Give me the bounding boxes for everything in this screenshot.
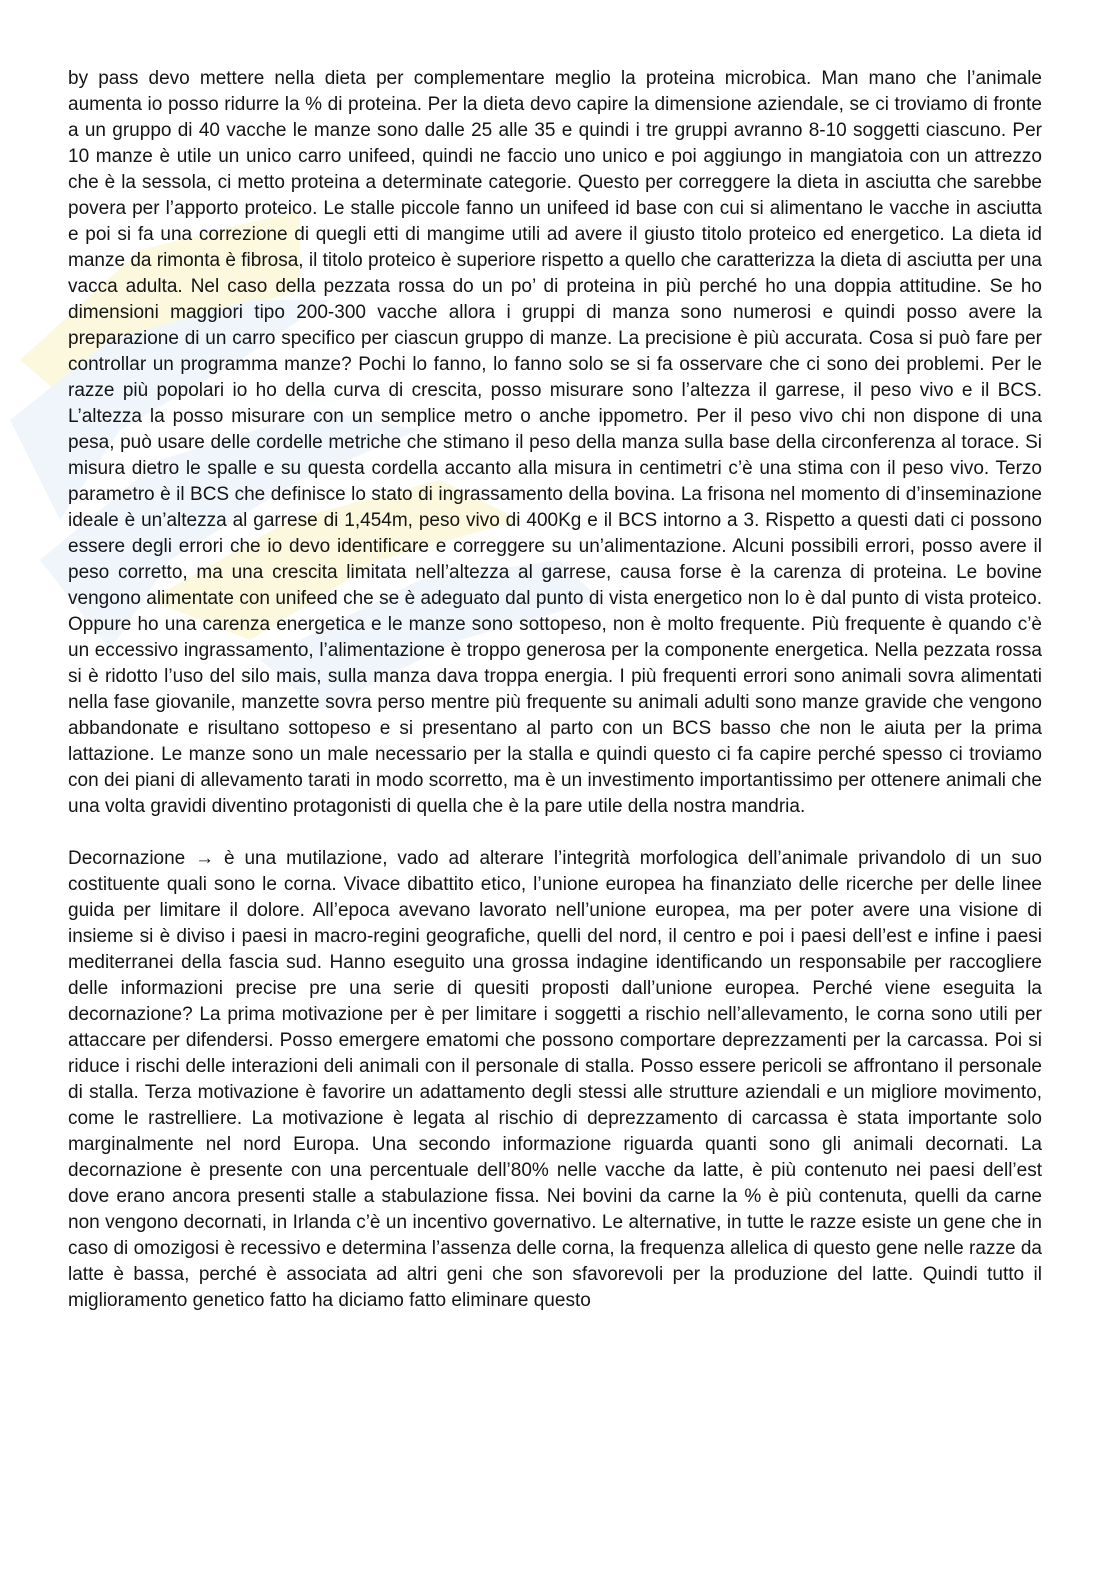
paragraph-manze: by pass devo mettere nella dieta per complementare meglio la proteina microbica. Man mano che l’animale aumenta io posso ridurre la % di proteina. Per la dieta devo capire la dimensione aziendale, se ci troviamo di fronte a un gruppo di 40 vacche le manze sono dalle 25 alle 35 e quindi i tre gruppi avranno 8-10 soggetti ciascuno. Per 10 manze è utile un unico carro unifeed, quindi ne faccio uno unico e poi aggiungo in mangiatoia con un attrezzo che è la sessola, ci metto proteina a determinate categorie. Questo per correggere la dieta in asciutta che sarebbe povera per l’apporto proteico. Le stalle piccole fanno un unifeed id base con cui si alimentano le vacche in asciutta e poi si fa una correzione di quegli etti di mangime utili ad avere il giusto titolo proteico ed energetico. La dieta id manze da rimonta è fibrosa, il titolo proteico è superiore rispetto a quello che caratterizza la dieta di asciutta per una vacca adulta. Nel caso della pezzata rossa do un po’ di proteina in più perché ho una doppia attitudine. Se ho dimensioni maggiori tipo 200-300 vacche allora i gruppi di manza sono numerosi e quindi posso avere la preparazione di un carro specifico per ciascun gruppo di manze. La precisione è più accurata. Cosa si può fare per controllar un programma manze? Pochi lo fanno, lo fanno solo se si fa osservare che ci sono dei problemi. Per le razze più popolari io ho della curva di crescita, posso misurare sono l’altezza il garrese, il peso vivo e il BCS. L’altezza la posso misurare con un semplice metro o anche ippometro. Per il peso vivo chi non dispone di una pesa, può usare delle cordelle metriche che stimano il peso della manza sulla base della circonferenza al torace. Si misura dietro le spalle e su questa cordella accanto alla misura in centimetri c’è una stima con il peso vivo. Terzo parametro è il BCS che definisce lo stato di ingrassamento della bovina. La frisona nel momento di d’inseminazione ideale è un’altezza al garrese di 1,454m, peso vivo di 400Kg e il BCS intorno a 3. Rispetto a questi dati ci possono essere degli errori che io devo identificare e correggere su un’alimentazione. Alcuni possibili errori, posso avere il peso corretto, ma una crescita limitata nell’altezza al garrese, causa forse è la carenza di proteina. Le bovine vengono alimentate con unifeed che se è adeguato dal punto di vista energetico non lo è dal punto di vista proteico. Oppure ho una carenza energetica e le manze sono sottopeso, non è molto frequente. Più frequente è quando c’è un eccessivo ingrassamento, l’alimentazione è troppo generosa per la componente energetica. Nella pezzata rossa si è ridotto l’uso del silo mais, sulla manza dava troppa energia. I più frequenti errori sono animali sovra alimentati nella fase giovanile, manzette sovra perso mentre più frequente su animali adulti sono manze gravide che vengono abbandonate e risultano sottopeso e si presentano al parto con un BCS basso che non le aiuta per la prima lattazione. Le manze sono un male necessario per la stalla e quindi questo ci fa capire perché spesso ci troviamo con dei piani di allevamento tarati in modo scorretto, ma è un investimento importantissimo per ottenere animali che una volta gravidi diventino protagonisti di quella che è la pare utile della nostra mandria. bbox=[68, 68, 1042, 817]
document-body bbox=[68, 66, 1042, 1314]
paragraph-decornazione: Decornazione → è una mutilazione, vado ad alterare l’integrità morfologica dell’animale privandolo di un suo costituente quali sono le corna. Vivace dibattito etico, l’unione europea ha finanziato delle ricerche per delle linee guida per limitare il dolore. All’epoca avevano lavorato nell’unione europea, ma per poter avere una visione di insieme si è diviso i paesi in macro-regini geografiche, quelli del nord, il centro e poi i paesi dell’est e infine i paesi mediterranei della fascia sud. Hanno eseguito una grossa indagine identificando un responsabile per raccogliere delle informazioni precise pre una serie di quesiti proposti dall’unione europea. Perché viene eseguita la decornazione? La prima motivazione per è per limitare i soggetti a rischio nell’allevamento, le corna sono utili per attaccare per difendersi. Posso emergere ematomi che possono comportare deprezzamenti per la carcassa. Poi si riduce i rischi delle interazioni deli animali con il personale di stalla. Posso essere pericoli se affrontano il personale di stalla. Terza motivazione è favorire un adattamento degli stessi alle strutture aziendali e un migliore movimento, come le rastrelliere. La motivazione è legata al rischio di deprezzamento di carcassa è stata importante solo marginalmente nel nord Europa. Una secondo informazione riguarda quanti sono gli animali decornati. La decornazione è presente con una percentuale dell’80% nelle vacche da latte, è più contenuto nei paesi dell’est dove erano ancora presenti stalle a stabulazione fissa. Nei bovini da carne la % è più contenuta, quelli da carne non vengono decornati, in Irlanda c’è un incentivo governativo. Le alternative, in tutte le razze esiste un gene che in caso di omozigosi è recessivo e determina l’assenza delle corna, la frequenza allelica di questo gene nelle razze da latte è bassa, perché è associata ad altri geni che son sfavorevoli per la produzione del latte. Quindi tutto il miglioramento genetico fatto ha diciamo fatto eliminare questo bbox=[68, 848, 1042, 1311]
